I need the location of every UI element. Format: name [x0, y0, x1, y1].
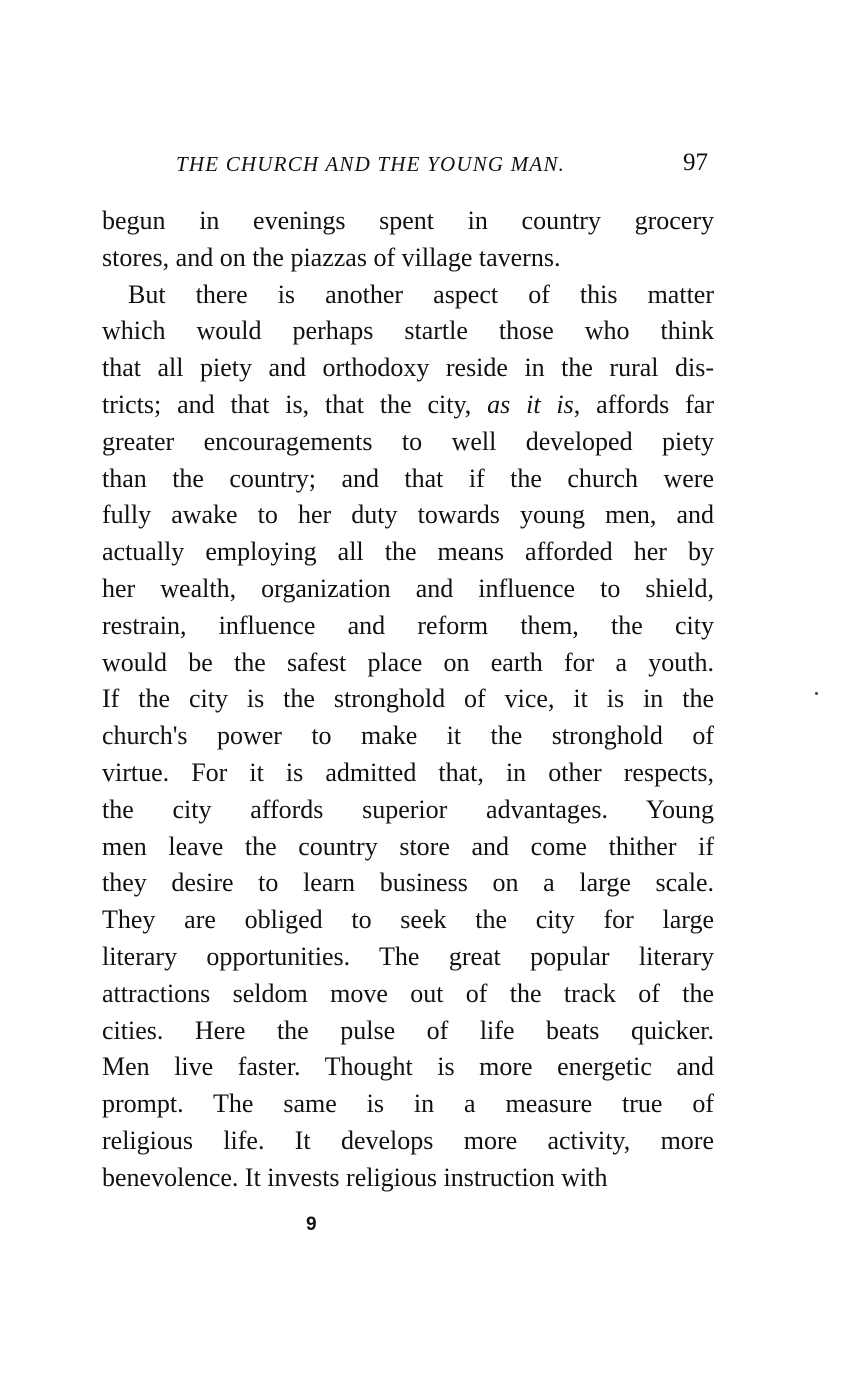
running-title: THE CHURCH AND THE YOUNG MAN.	[176, 152, 566, 176]
text-line: literary opportunities. The great popular literary	[102, 941, 714, 971]
text-line: cities. Here the pulse of life beats quicker.	[102, 1015, 714, 1045]
text-line: men leave the country store and come thither if	[102, 831, 714, 861]
text-line: benevolence. It invests religious instruction with	[102, 1162, 608, 1192]
text-line: greater encouragements to well developed piety	[102, 426, 714, 456]
page-number: 97	[683, 149, 708, 176]
text-line: But there is another aspect of this matter	[128, 279, 714, 309]
text-line: church's power to make it the stronghold of	[102, 721, 714, 751]
italic-emphasis: as it is	[487, 389, 574, 419]
margin-speck	[815, 692, 818, 695]
text-line: If the city is the stronghold of vice, it is in the	[102, 684, 714, 714]
text-line: than the country; and that if the church were	[102, 463, 714, 493]
text-line: her wealth, organization and influence to shield,	[102, 573, 714, 603]
signature-mark: 9	[306, 1214, 317, 1235]
text-line: begun in evenings spent in country grocery	[102, 206, 714, 235]
text-line: religious life. It develops more activity, more	[102, 1125, 714, 1155]
text-line: fully awake to her duty towards young men, and	[102, 500, 714, 530]
text-line: attractions seldom move out of the track of the	[102, 978, 714, 1008]
text-line: tricts; and that is, that the city, as it is, affords far	[102, 389, 714, 419]
text-line: they desire to learn business on a large scale.	[102, 868, 714, 898]
text-line: restrain, influence and reform them, the city	[102, 610, 714, 640]
body-text	[102, 203, 714, 1197]
text-line: the city affords superior advantages. Young	[102, 794, 714, 824]
text-line: prompt. The same is in a measure true of	[102, 1089, 714, 1119]
text-line: Men live faster. Thought is more energetic and	[102, 1052, 714, 1082]
text-line: actually employing all the means afforded her by	[102, 537, 714, 567]
text-line: stores, and on the piazzas of village taverns.	[102, 242, 561, 272]
text-line: would be the safest place on earth for a youth.	[102, 647, 714, 677]
text-line: which would perhaps startle those who think	[102, 316, 714, 346]
text-line: that all piety and orthodoxy reside in the rural dis-	[102, 353, 714, 383]
text-line: virtue. For it is admitted that, in other respects,	[102, 757, 714, 787]
text-line: They are obliged to seek the city for large	[102, 905, 714, 935]
running-head	[176, 149, 714, 184]
